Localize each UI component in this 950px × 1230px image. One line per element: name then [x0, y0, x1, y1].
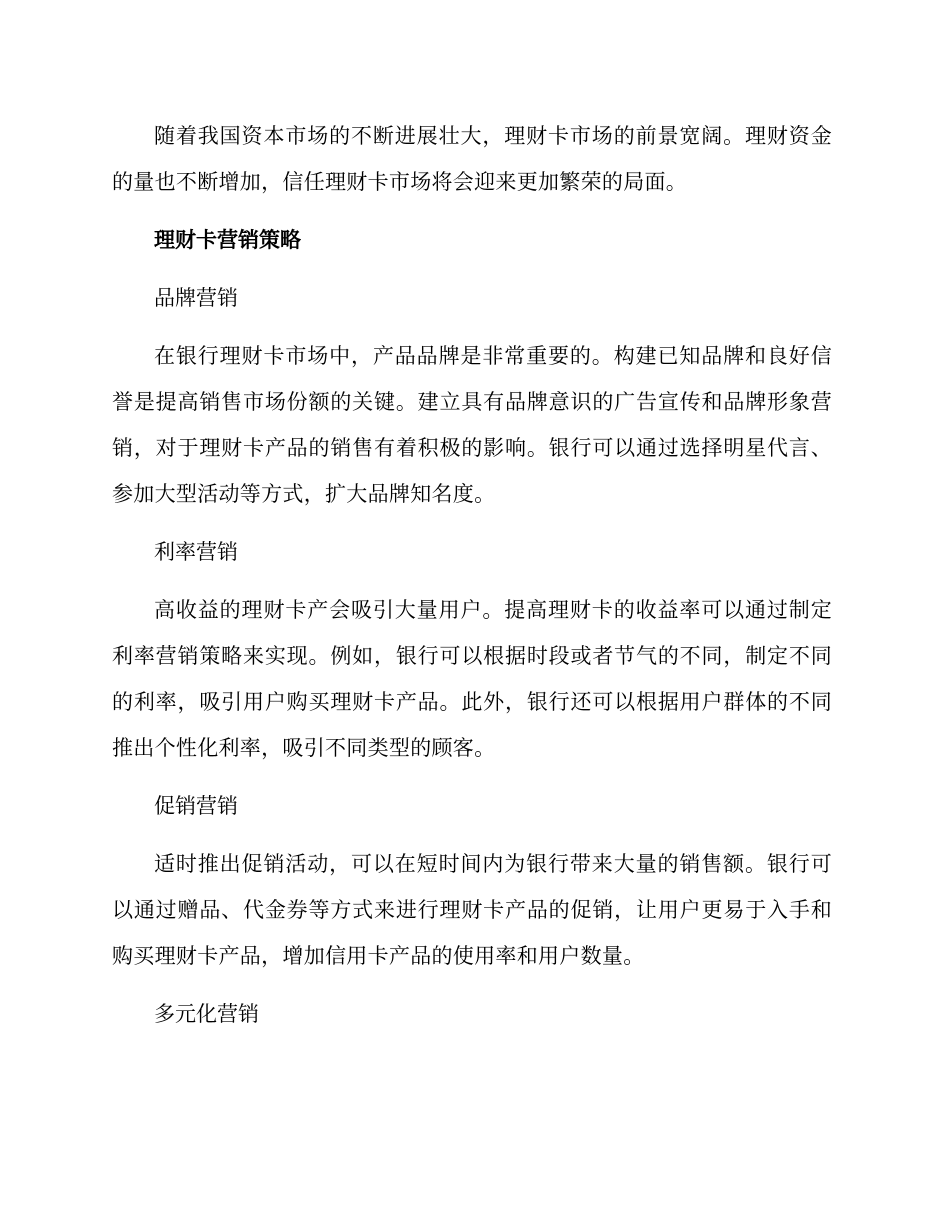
subsection-body-promotion: 适时推出促销活动，可以在短时间内为银行带来大量的销售额。银行可以通过赠品、代金券等方式来进行理财卡产品的促销，让用户更易于入手和购买理财卡产品，增加信用卡产品的使用率和用户数量。 [112, 852, 832, 968]
subsection-title-promotion: 促销营销 [154, 794, 238, 818]
document-content [112, 113, 832, 1049]
subsection-body-rate: 高收益的理财卡产会吸引大量用户。提高理财卡的收益率可以通过制定利率营销策略来实现。例如，银行可以根据时段或者节气的不同，制定不同的利率，吸引用户购买理财卡产品。此外，银行还可以根据用户群体的不同推出个性化利率，吸引不同类型的顾客。 [112, 598, 832, 760]
subsection-body-brand: 在银行理财卡市场中，产品品牌是非常重要的。构建已知品牌和良好信誉是提高销售市场份额的关键。建立具有品牌意识的广告宣传和品牌形象营销，对于理财卡产品的销售有着积极的影响。银行可以通过选择明星代言、参加大型活动等方式，扩大品牌知名度。 [112, 344, 832, 506]
intro-paragraph: 随着我国资本市场的不断进展壮大，理财卡市场的前景宽阔。理财资金的量也不断增加，信任理财卡市场将会迎来更加繁荣的局面。 [112, 124, 832, 194]
subsection-title-diversified: 多元化营销 [154, 1002, 259, 1026]
subsection-title-brand: 品牌营销 [154, 286, 238, 310]
section-title: 理财卡营销策略 [154, 228, 301, 252]
subsection-title-rate: 利率营销 [154, 540, 238, 564]
